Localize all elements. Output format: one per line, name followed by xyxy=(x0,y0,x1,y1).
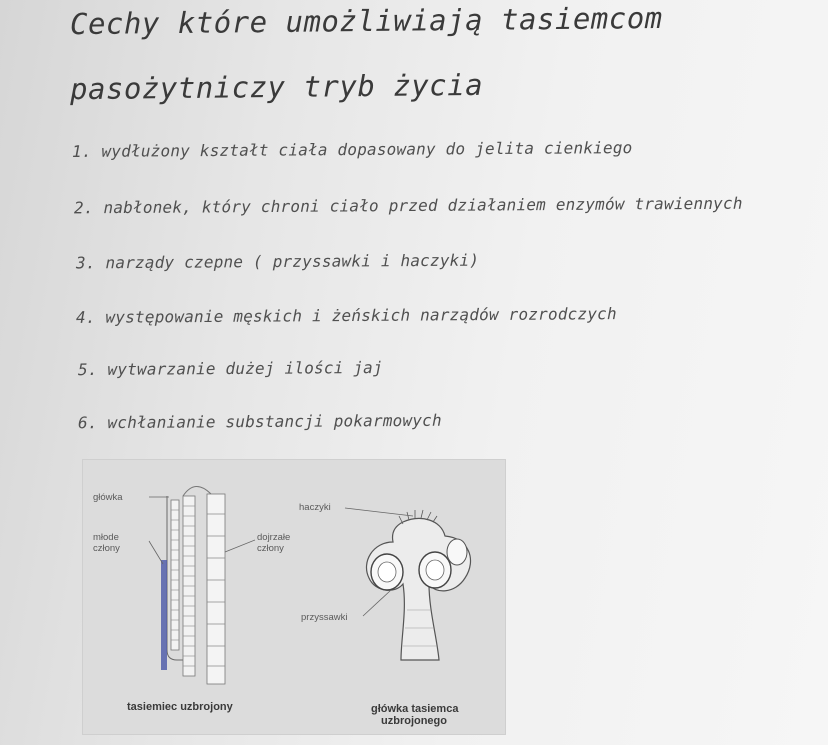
label-young-segments-1: młode xyxy=(93,532,119,543)
caption-right-2: uzbrojonego xyxy=(381,715,447,727)
tapeworm-figure xyxy=(82,459,506,735)
feature-item-1: 1. wydłużony kształt ciała dopasowany do jelita cienkiego xyxy=(71,138,633,161)
caption-left: tasiemiec uzbrojony xyxy=(127,701,233,713)
feature-item-6: 6. wchłanianie substancji pokarmowych xyxy=(77,410,442,433)
label-mature-segments-2: człony xyxy=(257,543,284,554)
title-line-2: pasożytniczy tryb życia xyxy=(69,67,484,107)
feature-item-3: 3. narządy czepne ( przyssawki i haczyki) xyxy=(75,250,480,273)
label-head: główka xyxy=(93,492,123,503)
title-line-1: Cechy które umożliwiają tasiemcom xyxy=(69,0,663,42)
label-mature-segments-1: dojrzałe xyxy=(257,532,291,543)
tapeworm-illustration xyxy=(83,460,505,734)
tapeworm-body xyxy=(149,486,255,684)
scolex-drawing xyxy=(345,508,471,660)
label-young-segments-2: człony xyxy=(93,543,120,554)
caption-right-1: główka tasiemca xyxy=(371,703,459,715)
feature-item-5: 5. wytwarzanie dużej ilości jaj xyxy=(77,357,383,380)
label-hooks: haczyki xyxy=(299,502,331,513)
feature-item-4: 4. występowanie męskich i żeńskich narządów rozrodczych xyxy=(75,304,617,327)
label-suckers: przyssawki xyxy=(301,612,348,623)
feature-item-2: 2. nabłonek, który chroni ciało przed działaniem enzymów trawiennych xyxy=(73,193,743,218)
